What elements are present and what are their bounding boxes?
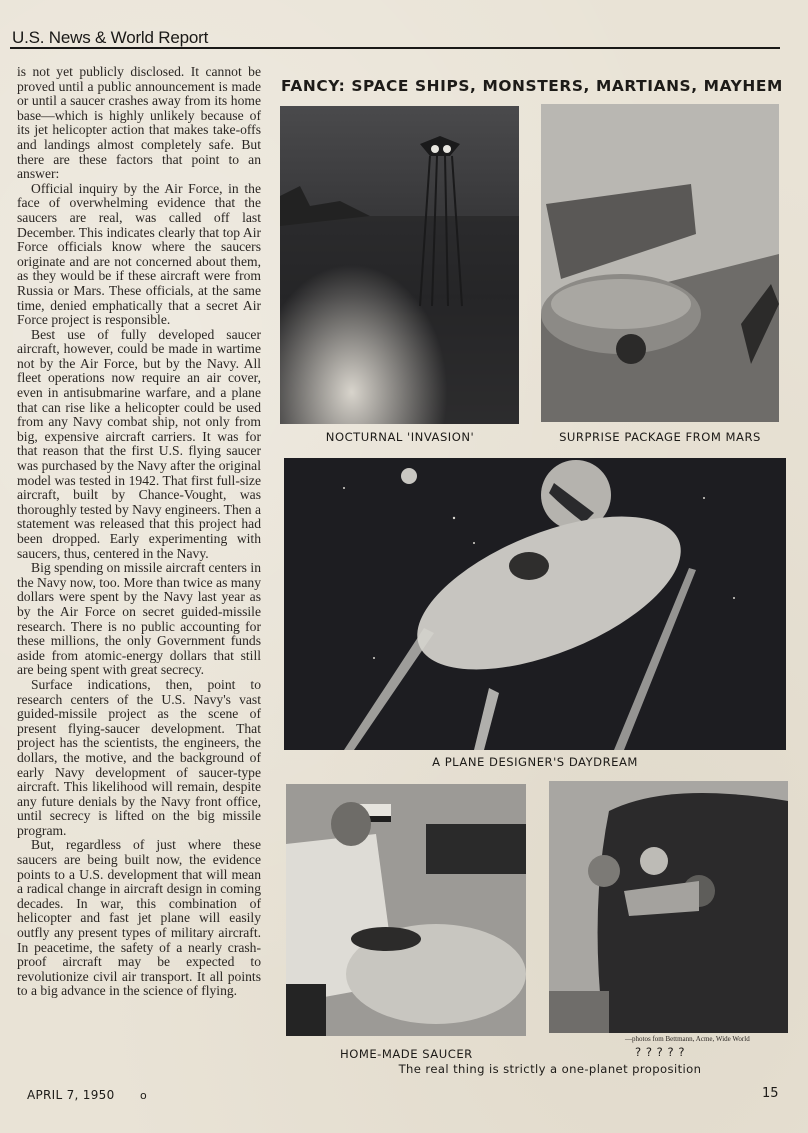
masthead-rule	[10, 47, 780, 49]
article-column	[17, 65, 261, 999]
bottom-caption: The real thing is strictly a one-planet proposition	[398, 1062, 702, 1076]
photo-plane-designer	[284, 458, 786, 750]
masthead-title: U.S. News & World Report	[12, 28, 209, 47]
photo-surprise-package	[541, 104, 779, 422]
article-paragraph: is not yet publicly disclosed. It cannot be proved until a public announcement is made or until a saucer crashes away from its home base—which is highly unlikely because of its jet helicopter action that makes take-offs and landings almost completely safe. But there are these factors that point to an answer:	[17, 64, 261, 182]
photo-home-made-saucer	[286, 784, 526, 1036]
article-paragraph: Best use of fully developed saucer aircraft, however, could be made in wartime not by the Air Force, but by the Navy. All fleet operations now require an air cover, even in antisubmarine warfare, and a plane that can rise like a helicopter could be used from any Navy combat ship, not only from big, expensive aircraft carriers. It was for that reason that the first U.S. flying saucer was purchased by the Navy after the original model was tested in 1942. That first full-size aircraft, built by Chance-Vought, was thoroughly tested by Navy engineers. Then a statement was released that this project had been dropped. Early experimenting with saucers, thus, centered in the Navy.	[17, 326, 261, 561]
photo-credit: —photos fom Bettmann, Acme, Wide World	[625, 1035, 750, 1043]
article-paragraph: But, regardless of just where these saucers are being built now, the evidence points to a U.S. development that will mean a radical change in aircraft design in coming decades. In war, this combination of helicopter and fast jet plane will easily outfly any present types of military aircraft. In peacetime, the safety of a nearly crash-proof aircraft may be expected to revolutionize civil air transport. It all points to a big advance in the science of flying.	[17, 837, 261, 999]
photo-section-headline: FANCY: SPACE SHIPS, MONSTERS, MARTIANS, MAYHEM	[281, 77, 783, 95]
photo-caption: SURPRISE PACKAGE FROM MARS	[559, 430, 761, 444]
photo-caption: ? ? ? ? ?	[634, 1045, 685, 1059]
photo-nocturnal-invasion	[280, 106, 519, 424]
article-paragraph: Official inquiry by the Air Force, in the face of overwhelming evidence that the saucers are real, was called off last December. This indicates clearly that top Air Force officials know where the saucers originate and are not concerned about them, as they would be if these aircraft were from Russia or Mars. These officials, at the same time, denied emphatically that a secret Air Force project is responsible.	[17, 180, 261, 328]
photo-caption: HOME-MADE SAUCER	[340, 1047, 473, 1061]
article-paragraph: Big spending on missile aircraft centers in the Navy now, too. More than twice as many dollars were spent by the Navy last year as by the Air Force on secret guided-missile research. There is no public accounting for these millions, the only Government funds aside from atomic-energy dollars that still are being spent with great secrecy.	[17, 560, 261, 678]
page-number: 15	[762, 1086, 779, 1101]
article-paragraph: Surface indications, then, point to research centers of the U.S. Navy's vast guided-missile project as the scene of present flying-saucer development. That project has the scientists, the engineers, the dollars, the motive, and the background of early Navy development of saucer-type aircraft. This likelihood will remain, despite any future denials by the Navy front office, until secrecy is lifted on the big missile program.	[17, 676, 261, 838]
issue-date: APRIL 7, 1950	[27, 1088, 115, 1102]
photo-caption: NOCTURNAL 'INVASION'	[325, 430, 475, 444]
photo-question-marks	[549, 781, 788, 1033]
photo-caption: A PLANE DESIGNER'S DAYDREAM	[432, 755, 638, 769]
footer-mark: o	[140, 1089, 147, 1102]
